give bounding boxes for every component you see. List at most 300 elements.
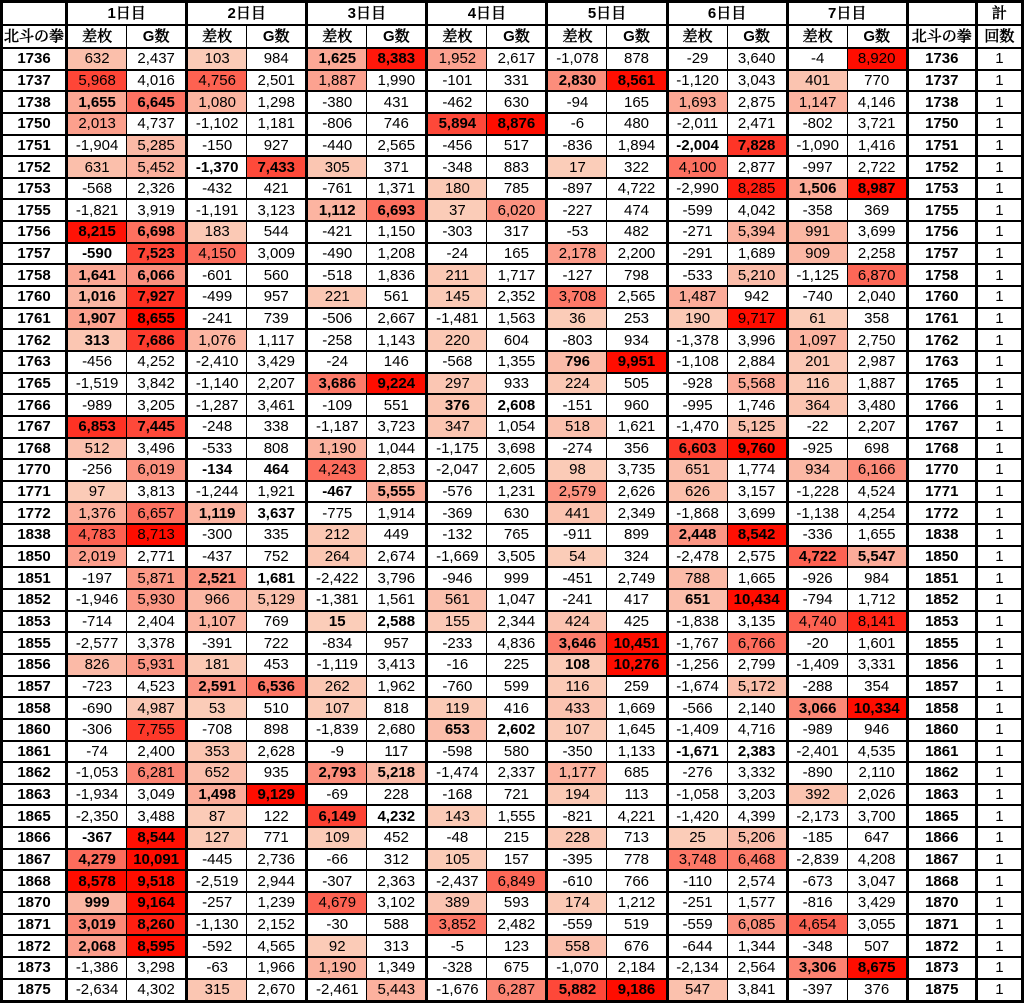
samai-cell: 262 [307,676,367,698]
samai-cell: 3,686 [307,373,367,395]
samai-cell: -1,256 [667,654,727,676]
samai-cell: -2,047 [427,459,487,481]
machine-cell-right: 1873 [907,957,976,979]
samai-cell: 116 [547,676,607,698]
machine-cell-right: 1757 [907,243,976,265]
samai-cell: 826 [67,654,127,676]
gsu-cell: 561 [367,286,427,308]
machine-cell: 1865 [2,805,67,827]
samai-cell: -890 [787,762,847,784]
samai-cell: 92 [307,935,367,957]
gsu-cell: 7,445 [127,416,187,438]
machine-cell: 1770 [2,459,67,481]
table-row [2,546,1023,568]
table-row [2,957,1023,979]
samai-cell: 183 [187,221,247,243]
gsu-cell: 7,523 [127,243,187,265]
count-cell: 1 [976,308,1022,330]
samai-cell: -576 [427,481,487,503]
gsu-cell: 1,966 [247,957,307,979]
gsu-cell: 117 [367,741,427,763]
samai-cell: 3,066 [787,697,847,719]
samai-cell: -1,287 [187,394,247,416]
samai-header: 差枚 [667,25,727,48]
gsu-cell: 3,298 [127,957,187,979]
samai-cell: 6,853 [67,416,127,438]
table-body [2,48,1023,1002]
machine-cell: 1755 [2,199,67,221]
gsu-cell: 2,564 [727,957,787,979]
count-cell: 1 [976,502,1022,524]
samai-cell: -1,090 [787,135,847,157]
gsu-cell: 3,205 [127,394,187,416]
total-header: 計 [976,2,1022,26]
samai-cell: -1,108 [667,351,727,373]
samai-cell: -291 [667,243,727,265]
samai-cell: 2,830 [547,70,607,92]
gsu-cell: 6,645 [127,91,187,113]
samai-cell: -590 [67,243,127,265]
gsu-cell: 10,276 [607,654,667,676]
count-cell: 1 [976,827,1022,849]
samai-cell: -806 [307,113,367,135]
gsu-cell: 2,400 [127,741,187,763]
gsu-cell: 4,716 [727,719,787,741]
samai-cell: -2,350 [67,805,127,827]
gsu-cell: 253 [607,308,667,330]
table-row [2,632,1023,654]
gsu-cell: 8,383 [367,48,427,70]
samai-cell: -66 [307,849,367,871]
gsu-cell: 2,501 [247,70,307,92]
gsu-cell: 5,218 [367,762,427,784]
gsu-cell: 957 [367,632,427,654]
samai-cell: -22 [787,416,847,438]
samai-cell: 652 [187,762,247,784]
machine-cell: 1838 [2,524,67,546]
table-row [2,156,1023,178]
samai-cell: -350 [547,741,607,763]
samai-cell: 1,376 [67,502,127,524]
gsu-cell: 647 [847,827,907,849]
samai-cell: 1,952 [427,48,487,70]
samai-cell: 228 [547,827,607,849]
machine-cell-right: 1751 [907,135,976,157]
gsu-cell: 10,334 [847,697,907,719]
gsu-cell: 122 [247,805,307,827]
gsu-cell: 2,383 [727,741,787,763]
samai-cell: -421 [307,221,367,243]
gsu-cell: 1,355 [487,351,547,373]
gsu-cell: 3,813 [127,481,187,503]
samai-cell: 3,646 [547,632,607,654]
samai-cell: -1,378 [667,329,727,351]
samai-cell: 1,016 [67,286,127,308]
samai-cell: -257 [187,892,247,914]
samai-cell: -233 [427,632,487,654]
samai-cell: 561 [427,589,487,611]
gsu-cell: 3,049 [127,784,187,806]
samai-cell: 3,306 [787,957,847,979]
gsu-cell: 6,287 [487,979,547,1002]
gsu-cell: 9,717 [727,308,787,330]
samai-cell: -451 [547,567,607,589]
gsu-cell: 765 [487,524,547,546]
samai-cell: -928 [667,373,727,395]
gsu-cell: 1,774 [727,459,787,481]
count-cell: 1 [976,264,1022,286]
gsu-cell: 2,628 [247,741,307,763]
gsu-header: G数 [247,25,307,48]
machine-cell-right: 1860 [907,719,976,741]
machine-cell-right: 1736 [907,48,976,70]
samai-cell: -395 [547,849,607,871]
samai-cell: 4,654 [787,914,847,936]
samai-cell: 788 [667,567,727,589]
gsu-cell: 1,133 [607,741,667,763]
gsu-cell: 675 [487,957,547,979]
samai-cell: 145 [427,286,487,308]
samai-cell: -109 [307,394,367,416]
machine-cell-right: 1737 [907,70,976,92]
samai-cell: -533 [667,264,727,286]
gsu-cell: 2,750 [847,329,907,351]
samai-cell: -248 [187,416,247,438]
machine-cell: 1737 [2,70,67,92]
gsu-cell: 3,378 [127,632,187,654]
samai-cell: -2,990 [667,178,727,200]
gsu-cell: 3,919 [127,199,187,221]
gsu-cell: 421 [247,178,307,200]
table-row [2,178,1023,200]
samai-cell: -2,011 [667,113,727,135]
gsu-cell: 551 [367,394,427,416]
samai-cell: -1,671 [667,741,727,763]
machine-cell-right: 1758 [907,264,976,286]
gsu-cell: 1,212 [607,892,667,914]
samai-cell: -533 [187,438,247,460]
gsu-cell: 165 [607,91,667,113]
machine-cell-right: 1750 [907,113,976,135]
gsu-cell: 4,221 [607,805,667,827]
gsu-cell: 2,258 [847,243,907,265]
samai-cell: 651 [667,459,727,481]
gsu-cell: 1,990 [367,70,427,92]
gsu-cell: 517 [487,135,547,157]
gsu-cell: 1,712 [847,589,907,611]
samai-cell: -1,868 [667,502,727,524]
samai-cell: 181 [187,654,247,676]
gsu-cell: 1,717 [487,264,547,286]
samai-cell: -2,839 [787,849,847,871]
machine-cell: 1762 [2,329,67,351]
samai-cell: -150 [187,135,247,157]
count-cell: 1 [976,286,1022,308]
samai-cell: -30 [307,914,367,936]
samai-cell: -690 [67,697,127,719]
table-row [2,394,1023,416]
table-row [2,373,1023,395]
gsu-cell: 933 [487,373,547,395]
header-row-sub [2,25,1023,48]
gsu-cell: 3,640 [727,48,787,70]
samai-cell: -197 [67,567,127,589]
samai-cell: -274 [547,438,607,460]
gsu-cell: 604 [487,329,547,351]
samai-cell: 2,013 [67,113,127,135]
samai-cell: -20 [787,632,847,654]
samai-cell: -185 [787,827,847,849]
samai-cell: 364 [787,394,847,416]
gsu-cell: 1,746 [727,394,787,416]
gsu-cell: 1,231 [487,481,547,503]
gsu-cell: 878 [607,48,667,70]
gsu-cell: 999 [487,567,547,589]
gsu-cell: 927 [247,135,307,157]
table-row [2,329,1023,351]
gsu-cell: 785 [487,178,547,200]
machine-cell-right: 1851 [907,567,976,589]
samai-cell: -437 [187,546,247,568]
count-cell: 1 [976,914,1022,936]
samai-cell: 53 [187,697,247,719]
gsu-cell: 1,601 [847,632,907,654]
gsu-cell: 2,987 [847,351,907,373]
gsu-cell: 1,665 [727,567,787,589]
table-row [2,676,1023,698]
gsu-cell: 1,150 [367,221,427,243]
samai-cell: -2,478 [667,546,727,568]
machine-cell-right: 1768 [907,438,976,460]
samai-cell: 313 [67,329,127,351]
samai-cell: -4 [787,48,847,70]
samai-cell: -598 [427,741,487,763]
count-cell: 1 [976,979,1022,1002]
gsu-cell: 935 [247,762,307,784]
gsu-cell: 3,842 [127,373,187,395]
samai-header: 差枚 [787,25,847,48]
samai-cell: 221 [307,286,367,308]
gsu-cell: 7,755 [127,719,187,741]
samai-cell: -2,577 [67,632,127,654]
machine-cell: 1758 [2,264,67,286]
samai-cell: 424 [547,611,607,633]
machine-cell-right: 1853 [907,611,976,633]
gsu-cell: 2,482 [487,914,547,936]
gsu-cell: 3,723 [367,416,427,438]
samai-cell: -24 [427,243,487,265]
gsu-cell: 2,352 [487,286,547,308]
samai-cell: -1,138 [787,502,847,524]
gsu-cell: 324 [607,546,667,568]
gsu-cell: 946 [847,719,907,741]
gsu-cell: 3,637 [247,502,307,524]
gsu-cell: 808 [247,438,307,460]
count-cell: 1 [976,654,1022,676]
samai-cell: -9 [307,741,367,763]
machine-cell-right: 1755 [907,199,976,221]
gsu-cell: 2,404 [127,611,187,633]
gsu-cell: 7,686 [127,329,187,351]
samai-cell: -946 [427,567,487,589]
samai-cell: 54 [547,546,607,568]
machine-cell: 1875 [2,979,67,1002]
samai-cell: -241 [187,308,247,330]
gsu-cell: 898 [247,719,307,741]
samai-cell: -1,946 [67,589,127,611]
gsu-cell: 2,799 [727,654,787,676]
samai-cell: 626 [667,481,727,503]
samai-cell: 4,722 [787,546,847,568]
gsu-cell: 1,143 [367,329,427,351]
gsu-cell: 165 [487,243,547,265]
samai-cell: 1,076 [187,329,247,351]
table-row [2,438,1023,460]
gsu-cell: 4,523 [127,676,187,698]
samai-cell: 392 [787,784,847,806]
machine-cell: 1851 [2,567,67,589]
gsu-cell: 721 [487,784,547,806]
gsu-cell: 453 [247,654,307,676]
gsu-header: G数 [367,25,427,48]
count-cell: 1 [976,762,1022,784]
samai-cell: 2,068 [67,935,127,957]
table-row [2,243,1023,265]
gsu-cell: 9,164 [127,892,187,914]
gsu-cell: 6,849 [487,870,547,892]
gsu-cell: 7,927 [127,286,187,308]
machine-cell-right: 1763 [907,351,976,373]
samai-cell: -456 [67,351,127,373]
table-row [2,48,1023,70]
table-row [2,113,1023,135]
gsu-cell: 1,681 [247,567,307,589]
samai-cell: 17 [547,156,607,178]
samai-cell: 116 [787,373,847,395]
machine-cell-right: 1870 [907,892,976,914]
table-row [2,741,1023,763]
samai-cell: -1,119 [307,654,367,676]
machine-cell: 1771 [2,481,67,503]
table-row [2,135,1023,157]
samai-cell: -24 [307,351,367,373]
samai-cell: 1,498 [187,784,247,806]
gsu-cell: 4,399 [727,805,787,827]
samai-cell: -101 [427,70,487,92]
samai-cell: 1,693 [667,91,727,113]
samai-cell: 2,019 [67,546,127,568]
samai-cell: -336 [787,524,847,546]
samai-cell: -2,134 [667,957,727,979]
gsu-cell: 123 [487,935,547,957]
gsu-cell: 4,836 [487,632,547,654]
samai-cell: 37 [427,199,487,221]
gsu-cell: 2,565 [607,286,667,308]
machine-cell: 1750 [2,113,67,135]
samai-cell: -1,474 [427,762,487,784]
machine-col-header-right: 北斗の拳 [907,25,976,48]
gsu-cell: 2,184 [607,957,667,979]
gsu-cell: 818 [367,697,427,719]
samai-cell: -1,070 [547,957,607,979]
samai-cell: 389 [427,892,487,914]
samai-cell: -1,386 [67,957,127,979]
samai-cell: -2,173 [787,805,847,827]
machine-cell: 1871 [2,914,67,936]
gsu-cell: 5,172 [727,676,787,698]
gsu-cell: 2,140 [727,697,787,719]
samai-cell: -1,120 [667,70,727,92]
gsu-cell: 1,117 [247,329,307,351]
gsu-cell: 1,239 [247,892,307,914]
count-cell: 1 [976,567,1022,589]
machine-cell: 1868 [2,870,67,892]
samai-cell: 220 [427,329,487,351]
samai-cell: 211 [427,264,487,286]
machine-cell-right: 1850 [907,546,976,568]
gsu-cell: 3,841 [727,979,787,1002]
gsu-cell: 2,736 [247,849,307,871]
table-row [2,784,1023,806]
samai-cell: -816 [787,892,847,914]
machine-cell-right: 1856 [907,654,976,676]
gsu-cell: 2,040 [847,286,907,308]
count-cell: 1 [976,243,1022,265]
machine-cell: 1763 [2,351,67,373]
samai-cell: 4,243 [307,459,367,481]
machine-cell-right: 1871 [907,914,976,936]
samai-cell: -271 [667,221,727,243]
samai-cell: 194 [547,784,607,806]
gsu-cell: 5,443 [367,979,427,1002]
samai-cell: 966 [187,589,247,611]
table-row [2,849,1023,871]
samai-cell: -1,519 [67,373,127,395]
gsu-cell: 1,914 [367,502,427,524]
machine-cell-right: 1770 [907,459,976,481]
gsu-cell: 771 [247,827,307,849]
gsu-cell: 1,555 [487,805,547,827]
table-row [2,805,1023,827]
gsu-cell: 5,125 [727,416,787,438]
samai-cell: -897 [547,178,607,200]
gsu-cell: 3,429 [847,892,907,914]
gsu-cell: 2,674 [367,546,427,568]
table-row [2,91,1023,113]
machine-cell: 1866 [2,827,67,849]
gsu-cell: 431 [367,91,427,113]
gsu-cell: 3,055 [847,914,907,936]
count-cell: 1 [976,870,1022,892]
samai-cell: -348 [427,156,487,178]
gsu-cell: 2,344 [487,611,547,633]
samai-cell: -1,904 [67,135,127,157]
gsu-cell: 630 [487,502,547,524]
gsu-cell: 2,617 [487,48,547,70]
gsu-cell: 580 [487,741,547,763]
machine-cell: 1767 [2,416,67,438]
samai-cell: 109 [307,827,367,849]
gsu-cell: 1,371 [367,178,427,200]
gsu-cell: 225 [487,654,547,676]
samai-header: 差枚 [67,25,127,48]
gsu-cell: 2,680 [367,719,427,741]
table-row [2,892,1023,914]
gsu-cell: 335 [247,524,307,546]
samai-cell: 2,448 [667,524,727,546]
samai-cell: -926 [787,567,847,589]
gsu-cell: 2,363 [367,870,427,892]
